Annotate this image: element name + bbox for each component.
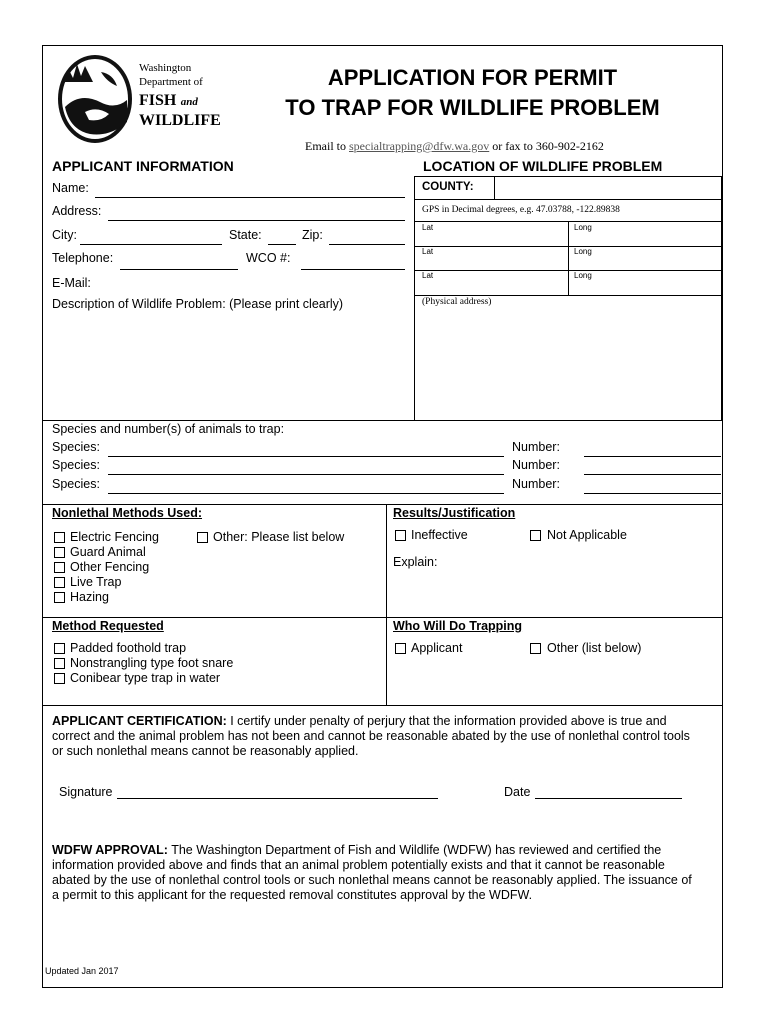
lat-label-2: Lat bbox=[422, 247, 434, 256]
date-label: Date bbox=[504, 785, 531, 799]
species-field-3[interactable] bbox=[108, 493, 504, 494]
method-option-conibear: Conibear type trap in water bbox=[70, 671, 221, 685]
location-heading: LOCATION OF WILDLIFE PROBLEM bbox=[423, 158, 663, 174]
physical-address-label: (Physical address) bbox=[422, 297, 492, 307]
telephone-label: Telephone: bbox=[52, 251, 114, 265]
species-label-3: Species: bbox=[52, 477, 100, 491]
logo-fish-row bbox=[139, 92, 198, 110]
checkbox-conibear[interactable] bbox=[54, 673, 65, 684]
species-intro: Species and number(s) of animals to trap: bbox=[52, 422, 285, 436]
nonlethal-option-hazing: Hazing bbox=[70, 590, 109, 604]
approval-text: The Washington Department of Fish and Wildlife (WDFW) has reviewed and certified the information provided above and finds that an animal problem potentially exists and that it cannot be reasonable abated by the use of nonlethal control tools or such nonlethal means cannot be reasonably applied. The issuance of a permit to this applicant for the requested removal constitutes approval by the WDFW. bbox=[52, 843, 692, 902]
species-label-2: Species: bbox=[52, 458, 100, 472]
nonlethal-option-other: Other: Please list below bbox=[213, 530, 345, 544]
applicant-heading: APPLICANT INFORMATION bbox=[52, 158, 234, 174]
logo-line3: FISH bbox=[139, 92, 177, 109]
method-option-padded-foothold: Padded foothold trap bbox=[70, 641, 187, 655]
description-bottom-divider bbox=[42, 420, 723, 421]
number-field-3[interactable] bbox=[584, 493, 721, 494]
gps-hint: GPS in Decimal degrees, e.g. 47.03788, -122.89838 bbox=[422, 205, 620, 215]
methods-bottom-divider bbox=[42, 705, 723, 706]
state-label: State: bbox=[229, 228, 262, 242]
logo-line2: Department of bbox=[139, 76, 203, 88]
certification-text: I certify under penalty of perjury that the information provided above is true and correct and the animal problem has not been and cannot be reasonable abated by the use of nonlethal control tools or such nonlethal means cannot be reasonably applied. bbox=[52, 714, 690, 758]
species-field-1[interactable] bbox=[108, 456, 504, 457]
location-box-right bbox=[721, 176, 722, 420]
checkbox-not-applicable[interactable] bbox=[530, 530, 541, 541]
lat-label-3: Lat bbox=[422, 271, 434, 280]
certification-heading: APPLICANT CERTIFICATION: bbox=[52, 714, 227, 728]
contact-line bbox=[305, 139, 604, 154]
contact-prefix: Email to bbox=[305, 139, 346, 153]
contact-email-link[interactable]: specialtrapping@dfw.wa.gov bbox=[349, 139, 490, 153]
species-field-2[interactable] bbox=[108, 474, 504, 475]
title-line2: TO TRAP FOR WILDLIFE PROBLEM bbox=[285, 95, 660, 120]
results-explain: Explain: bbox=[393, 555, 438, 569]
county-field[interactable] bbox=[496, 178, 720, 198]
address-field[interactable] bbox=[108, 220, 405, 221]
location-box-top bbox=[414, 176, 721, 177]
contact-suffix: or fax to 360-902-2162 bbox=[492, 139, 604, 153]
checkbox-hazing[interactable] bbox=[54, 592, 65, 603]
number-field-1[interactable] bbox=[584, 456, 721, 457]
nonlethal-option-electric-fencing: Electric Fencing bbox=[70, 530, 159, 544]
nonlethal-option-live-trap: Live Trap bbox=[70, 575, 122, 589]
checkbox-other-nonlethal[interactable] bbox=[197, 532, 208, 543]
lat-label-1: Lat bbox=[422, 223, 434, 232]
method-option-foot-snare: Nonstrangling type foot snare bbox=[70, 656, 234, 670]
signature-label: Signature bbox=[59, 785, 113, 799]
certification-paragraph bbox=[52, 714, 692, 759]
trapping-applicant: Applicant bbox=[411, 641, 463, 655]
checkbox-other-fencing[interactable] bbox=[54, 562, 65, 573]
title-line1: APPLICATION FOR PERMIT bbox=[327, 65, 618, 90]
methods-top-divider bbox=[42, 504, 723, 505]
wdfw-logo bbox=[55, 52, 221, 147]
number-label-2: Number: bbox=[512, 458, 560, 472]
number-label-3: Number: bbox=[512, 477, 560, 491]
trapping-other: Other (list below) bbox=[547, 641, 642, 655]
approval-paragraph bbox=[52, 843, 692, 903]
checkbox-ineffective[interactable] bbox=[395, 530, 406, 541]
state-field[interactable] bbox=[268, 244, 296, 245]
trapping-heading: Who Will Do Trapping bbox=[393, 619, 523, 633]
city-field[interactable] bbox=[80, 244, 222, 245]
checkbox-foot-snare[interactable] bbox=[54, 658, 65, 669]
wco-label: WCO #: bbox=[246, 251, 291, 265]
logo-line3b: and bbox=[180, 96, 198, 108]
name-label: Name: bbox=[52, 181, 89, 195]
checkbox-other-trapper[interactable] bbox=[530, 643, 541, 654]
date-field[interactable] bbox=[535, 798, 682, 799]
county-divider bbox=[494, 176, 495, 199]
explain-field[interactable] bbox=[393, 572, 718, 614]
city-label: City: bbox=[52, 228, 77, 242]
location-row-5 bbox=[414, 295, 721, 296]
description-label: Description of Wildlife Problem: (Please print clearly) bbox=[52, 297, 344, 311]
location-box-left bbox=[414, 176, 415, 420]
method-heading: Method Requested bbox=[52, 619, 164, 633]
logo-line1: Washington bbox=[139, 62, 192, 74]
nonlethal-option-other-fencing: Other Fencing bbox=[70, 560, 150, 574]
checkbox-guard-animal[interactable] bbox=[54, 547, 65, 558]
results-not-applicable: Not Applicable bbox=[547, 528, 627, 542]
nonlethal-heading: Nonlethal Methods Used: bbox=[52, 506, 203, 520]
number-label-1: Number: bbox=[512, 440, 560, 454]
results-ineffective: Ineffective bbox=[411, 528, 468, 542]
methods-middle-divider bbox=[42, 617, 723, 618]
telephone-field[interactable] bbox=[120, 269, 238, 270]
checkbox-padded-foothold[interactable] bbox=[54, 643, 65, 654]
methods-center-divider bbox=[386, 504, 387, 705]
email-label: E-Mail: bbox=[52, 276, 91, 290]
name-field[interactable] bbox=[95, 197, 405, 198]
species-label-1: Species: bbox=[52, 440, 100, 454]
lat-long-divider bbox=[568, 221, 569, 295]
address-label: Address: bbox=[52, 204, 102, 218]
wco-field[interactable] bbox=[301, 269, 405, 270]
signature-field[interactable] bbox=[117, 798, 438, 799]
zip-field[interactable] bbox=[329, 244, 405, 245]
physical-address-field[interactable] bbox=[418, 312, 718, 416]
zip-label: Zip: bbox=[302, 228, 323, 242]
number-field-2[interactable] bbox=[584, 474, 721, 475]
county-label: COUNTY: bbox=[422, 181, 474, 193]
wdfw-logo-emblem bbox=[55, 52, 135, 147]
footer-updated: Updated Jan 2017 bbox=[45, 966, 119, 976]
long-label-3: Long bbox=[574, 271, 592, 280]
description-field[interactable] bbox=[52, 314, 410, 416]
long-label-2: Long bbox=[574, 247, 592, 256]
checkbox-live-trap[interactable] bbox=[54, 577, 65, 588]
results-heading: Results/Justification bbox=[393, 506, 516, 520]
nonlethal-option-guard-animal: Guard Animal bbox=[70, 545, 146, 559]
location-row-1 bbox=[414, 199, 721, 200]
logo-line4: WILDLIFE bbox=[139, 112, 221, 129]
checkbox-applicant[interactable] bbox=[395, 643, 406, 654]
checkbox-electric-fencing[interactable] bbox=[54, 532, 65, 543]
long-label-1: Long bbox=[574, 223, 592, 232]
approval-heading: WDFW APPROVAL: bbox=[52, 843, 168, 857]
